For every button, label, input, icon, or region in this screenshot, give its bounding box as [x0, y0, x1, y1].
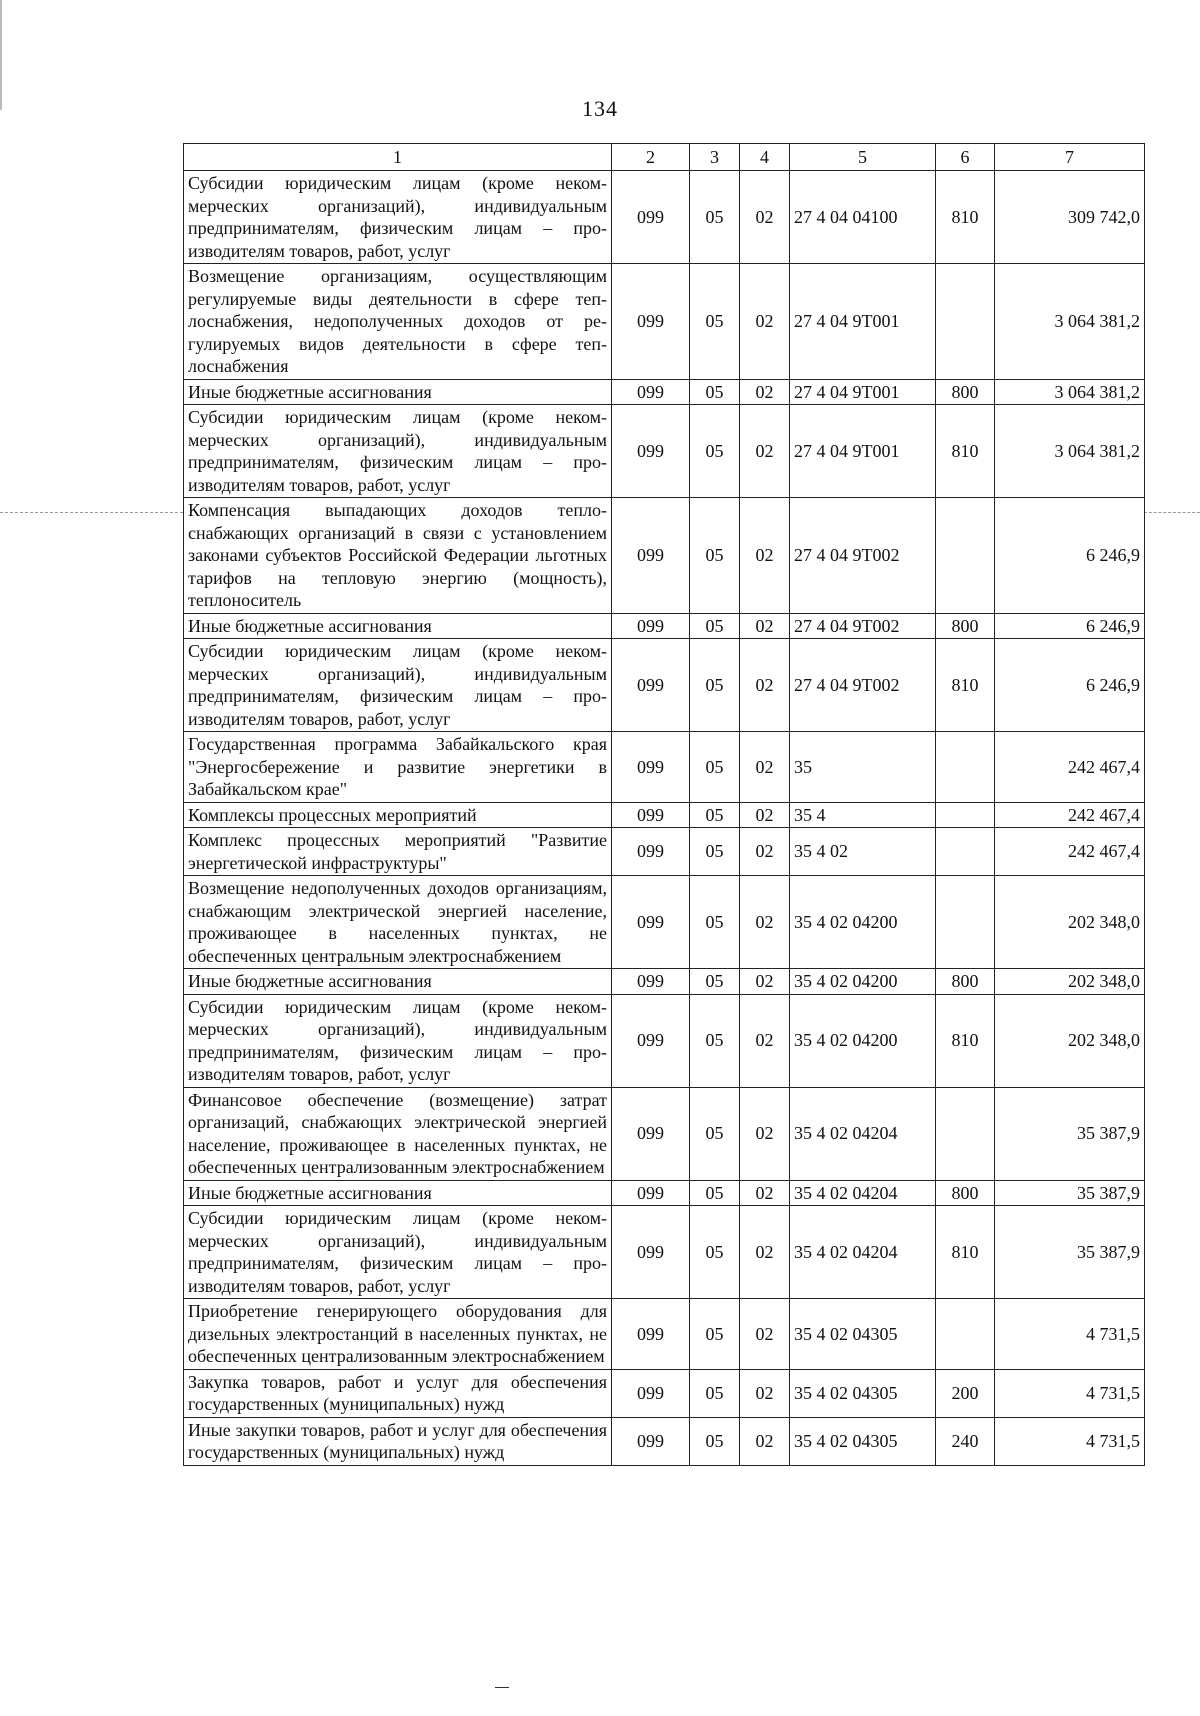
cell-amount: 4 731,5 — [995, 1369, 1145, 1417]
budget-table — [183, 143, 1145, 1466]
cell-subsection: 02 — [740, 264, 790, 380]
cell-description: Комплексы процессных мероприятий — [184, 802, 612, 828]
cell-ministry-code: 099 — [612, 171, 690, 264]
cell-ministry-code: 099 — [612, 1087, 690, 1180]
cell-ministry-code: 099 — [612, 732, 690, 803]
cell-ministry-code: 099 — [612, 994, 690, 1087]
cell-subsection: 02 — [740, 1206, 790, 1299]
cell-amount: 35 387,9 — [995, 1087, 1145, 1180]
header-col-7: 7 — [995, 144, 1145, 171]
cell-section: 05 — [690, 264, 740, 380]
cell-expense-type: 810 — [936, 171, 995, 264]
cell-ministry-code: 099 — [612, 264, 690, 380]
cell-description: Закупка товаров, работ и услуг для обеспечения государственных (муниципальных) нужд — [184, 1369, 612, 1417]
cell-description: Комплекс процессных мероприятий "Развитие энергетической инфраструктуры" — [184, 828, 612, 876]
cell-target-article: 27 4 04 9Т002 — [790, 613, 936, 639]
cell-amount: 202 348,0 — [995, 969, 1145, 995]
cell-expense-type: 240 — [936, 1417, 995, 1465]
cell-section: 05 — [690, 994, 740, 1087]
table-row — [184, 171, 1145, 264]
cell-subsection: 02 — [740, 1087, 790, 1180]
cell-amount: 242 467,4 — [995, 828, 1145, 876]
cell-amount: 6 246,9 — [995, 613, 1145, 639]
cell-target-article: 35 4 — [790, 802, 936, 828]
table-row — [184, 1417, 1145, 1465]
scan-fold-line-right — [1144, 512, 1200, 513]
cell-ministry-code: 099 — [612, 1417, 690, 1465]
cell-target-article: 35 4 02 04204 — [790, 1087, 936, 1180]
cell-section: 05 — [690, 1180, 740, 1206]
table-row — [184, 1369, 1145, 1417]
cell-expense-type: 810 — [936, 994, 995, 1087]
cell-target-article: 27 4 04 9Т002 — [790, 498, 936, 614]
cell-subsection: 02 — [740, 405, 790, 498]
cell-section: 05 — [690, 969, 740, 995]
cell-expense-type: 800 — [936, 1180, 995, 1206]
cell-subsection: 02 — [740, 969, 790, 995]
cell-amount: 3 064 381,2 — [995, 379, 1145, 405]
cell-ministry-code: 099 — [612, 802, 690, 828]
cell-subsection: 02 — [740, 1299, 790, 1370]
cell-target-article: 35 4 02 04200 — [790, 969, 936, 995]
cell-subsection: 02 — [740, 994, 790, 1087]
cell-ministry-code: 099 — [612, 1206, 690, 1299]
cell-ministry-code: 099 — [612, 613, 690, 639]
cell-amount: 6 246,9 — [995, 639, 1145, 732]
cell-target-article: 35 4 02 04204 — [790, 1180, 936, 1206]
cell-amount: 4 731,5 — [995, 1417, 1145, 1465]
cell-target-article: 35 4 02 04200 — [790, 876, 936, 969]
cell-section: 05 — [690, 1299, 740, 1370]
table-row — [184, 639, 1145, 732]
cell-section: 05 — [690, 876, 740, 969]
cell-section: 05 — [690, 1417, 740, 1465]
cell-expense-type: 800 — [936, 613, 995, 639]
cell-expense-type — [936, 1087, 995, 1180]
cell-section: 05 — [690, 405, 740, 498]
header-col-4: 4 — [740, 144, 790, 171]
cell-expense-type: 810 — [936, 1206, 995, 1299]
table-row — [184, 802, 1145, 828]
cell-description: Иные бюджетные ассигнования — [184, 969, 612, 995]
cell-section: 05 — [690, 732, 740, 803]
cell-expense-type — [936, 802, 995, 828]
cell-expense-type — [936, 876, 995, 969]
cell-expense-type — [936, 1299, 995, 1370]
cell-description: Возмещение организациям, осуществляющим регулируемые виды деятельности в сфере теплоснабжения, недополученных доходов от регулируемых видов деятельности в сфере теплоснабжения — [184, 264, 612, 380]
header-col-1: 1 — [184, 144, 612, 171]
table-row — [184, 613, 1145, 639]
cell-expense-type — [936, 264, 995, 380]
cell-subsection: 02 — [740, 171, 790, 264]
cell-ministry-code: 099 — [612, 498, 690, 614]
cell-ministry-code: 099 — [612, 1369, 690, 1417]
table-row — [184, 828, 1145, 876]
cell-expense-type: 800 — [936, 969, 995, 995]
cell-description: Субсидии юридическим лицам (кроме некоммерческих организаций), индивидуальным предпринимателям, физическим лицам – производителям товаров, работ, услуг — [184, 171, 612, 264]
cell-ministry-code: 099 — [612, 405, 690, 498]
cell-description: Возмещение недополученных доходов организациям, снабжающим электрической энергией население, проживающее в населенных пунктах, не обеспеченных центральным электроснабжением — [184, 876, 612, 969]
bottom-dash-mark — [495, 1687, 509, 1688]
table-row — [184, 405, 1145, 498]
cell-expense-type — [936, 828, 995, 876]
table-row — [184, 264, 1145, 380]
cell-expense-type — [936, 498, 995, 614]
cell-amount: 202 348,0 — [995, 876, 1145, 969]
cell-description: Финансовое обеспечение (возмещение) затрат организаций, снабжающих электрической энергией население, проживающее в населенных пунктах, не обеспеченных централизованным электроснабжением — [184, 1087, 612, 1180]
table-row — [184, 876, 1145, 969]
cell-description: Субсидии юридическим лицам (кроме некоммерческих организаций), индивидуальным предпринимателям, физическим лицам – производителям товаров, работ, услуг — [184, 639, 612, 732]
cell-description: Субсидии юридическим лицам (кроме некоммерческих организаций), индивидуальным предпринимателям, физическим лицам – производителям товаров, работ, услуг — [184, 1206, 612, 1299]
cell-description: Иные бюджетные ассигнования — [184, 613, 612, 639]
cell-target-article: 35 4 02 04305 — [790, 1369, 936, 1417]
cell-description: Иные бюджетные ассигнования — [184, 1180, 612, 1206]
cell-description: Приобретение генерирующего оборудования для дизельных электростанций в населенных пунктах, не обеспеченных централизованным электроснабжением — [184, 1299, 612, 1370]
cell-subsection: 02 — [740, 828, 790, 876]
cell-amount: 3 064 381,2 — [995, 405, 1145, 498]
table-row — [184, 379, 1145, 405]
cell-target-article: 27 4 04 9Т001 — [790, 405, 936, 498]
cell-target-article: 35 4 02 04305 — [790, 1417, 936, 1465]
cell-amount: 4 731,5 — [995, 1299, 1145, 1370]
cell-expense-type: 200 — [936, 1369, 995, 1417]
header-col-6: 6 — [936, 144, 995, 171]
cell-subsection: 02 — [740, 613, 790, 639]
cell-target-article: 35 — [790, 732, 936, 803]
cell-target-article: 27 4 04 9Т001 — [790, 379, 936, 405]
cell-ministry-code: 099 — [612, 379, 690, 405]
cell-amount: 242 467,4 — [995, 732, 1145, 803]
cell-description: Субсидии юридическим лицам (кроме некоммерческих организаций), индивидуальным предпринимателям, физическим лицам – производителям товаров, работ, услуг — [184, 994, 612, 1087]
header-col-2: 2 — [612, 144, 690, 171]
cell-section: 05 — [690, 498, 740, 614]
cell-amount: 242 467,4 — [995, 802, 1145, 828]
cell-section: 05 — [690, 613, 740, 639]
cell-expense-type: 810 — [936, 639, 995, 732]
page-number: 134 — [582, 96, 618, 121]
cell-subsection: 02 — [740, 1369, 790, 1417]
cell-section: 05 — [690, 802, 740, 828]
cell-ministry-code: 099 — [612, 876, 690, 969]
cell-ministry-code: 099 — [612, 639, 690, 732]
cell-ministry-code: 099 — [612, 828, 690, 876]
cell-section: 05 — [690, 1369, 740, 1417]
cell-subsection: 02 — [740, 732, 790, 803]
header-col-3: 3 — [690, 144, 740, 171]
header-col-5: 5 — [790, 144, 936, 171]
table-row — [184, 969, 1145, 995]
cell-amount: 6 246,9 — [995, 498, 1145, 614]
table-row — [184, 732, 1145, 803]
cell-amount: 35 387,9 — [995, 1180, 1145, 1206]
cell-target-article: 35 4 02 — [790, 828, 936, 876]
table-row — [184, 1087, 1145, 1180]
cell-amount: 202 348,0 — [995, 994, 1145, 1087]
cell-description: Субсидии юридическим лицам (кроме некоммерческих организаций), индивидуальным предпринимателям, физическим лицам – производителям товаров, работ, услуг — [184, 405, 612, 498]
cell-amount: 3 064 381,2 — [995, 264, 1145, 380]
cell-section: 05 — [690, 171, 740, 264]
cell-section: 05 — [690, 1087, 740, 1180]
cell-expense-type: 810 — [936, 405, 995, 498]
table-row — [184, 1180, 1145, 1206]
cell-ministry-code: 099 — [612, 1299, 690, 1370]
cell-ministry-code: 099 — [612, 1180, 690, 1206]
cell-target-article: 35 4 02 04305 — [790, 1299, 936, 1370]
cell-section: 05 — [690, 1206, 740, 1299]
table-header-row — [184, 144, 1145, 171]
cell-target-article: 27 4 04 04100 — [790, 171, 936, 264]
cell-subsection: 02 — [740, 379, 790, 405]
cell-section: 05 — [690, 828, 740, 876]
cell-target-article: 35 4 02 04204 — [790, 1206, 936, 1299]
table-row — [184, 994, 1145, 1087]
cell-amount: 35 387,9 — [995, 1206, 1145, 1299]
scan-fold-line-left — [0, 512, 183, 513]
cell-subsection: 02 — [740, 802, 790, 828]
cell-description: Компенсация выпадающих доходов теплоснабжающих организаций в связи с установлением законами субъектов Российской Федерации льготных тарифов на тепловую энергию (мощность), теплоноситель — [184, 498, 612, 614]
cell-subsection: 02 — [740, 498, 790, 614]
cell-ministry-code: 099 — [612, 969, 690, 995]
table-row — [184, 498, 1145, 614]
cell-target-article: 27 4 04 9Т001 — [790, 264, 936, 380]
cell-subsection: 02 — [740, 876, 790, 969]
cell-description: Иные закупки товаров, работ и услуг для обеспечения государственных (муниципальных) нужд — [184, 1417, 612, 1465]
cell-description: Иные бюджетные ассигнования — [184, 379, 612, 405]
cell-target-article: 35 4 02 04200 — [790, 994, 936, 1087]
cell-description: Государственная программа Забайкальского края "Энергосбережение и развитие энергетики в Забайкальском крае" — [184, 732, 612, 803]
scan-edge-mark — [0, 0, 2, 110]
cell-target-article: 27 4 04 9Т002 — [790, 639, 936, 732]
cell-expense-type: 800 — [936, 379, 995, 405]
cell-section: 05 — [690, 379, 740, 405]
table-row — [184, 1206, 1145, 1299]
cell-expense-type — [936, 732, 995, 803]
cell-subsection: 02 — [740, 1417, 790, 1465]
cell-subsection: 02 — [740, 1180, 790, 1206]
cell-amount: 309 742,0 — [995, 171, 1145, 264]
cell-subsection: 02 — [740, 639, 790, 732]
cell-section: 05 — [690, 639, 740, 732]
table-row — [184, 1299, 1145, 1370]
